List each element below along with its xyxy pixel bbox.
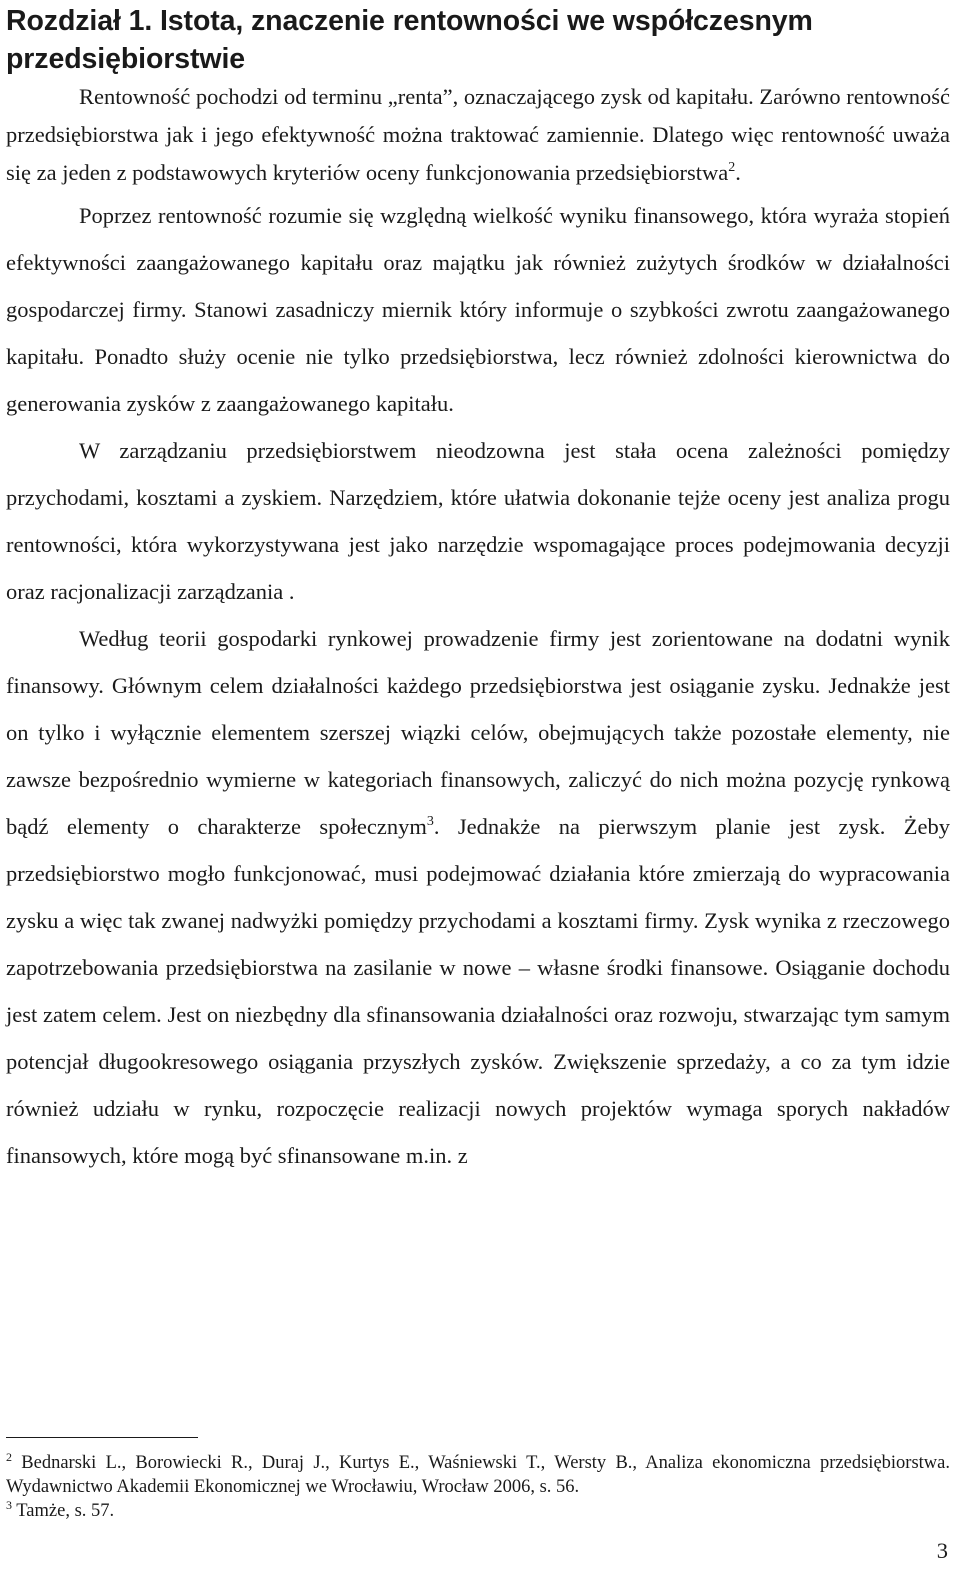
paragraph-1-text: Rentowność pochodzi od terminu „renta”, oznaczającego zysk od kapitału. Zarówno rentowność przedsiębiorstwa jak i jego efektywność można traktować zamiennie. Dlatego więc rentowność uważa się za jeden z podstawowych kryteriów oceny funkcjonowania przedsiębiorstwa <box>6 84 950 185</box>
paragraph-4 <box>6 615 950 1179</box>
footnote-2-mark: 2 <box>6 1450 12 1464</box>
footnote-2-text: Bednarski L., Borowiecki R., Duraj J., Kurtys E., Waśniewski T., Wersty B., Analiza ekonomiczna przedsiębiorstwa. Wydawnictwo Akademii Ekonomicznej we Wrocławiu, Wrocław 2006, s. 56. <box>6 1453 950 1497</box>
document-body <box>6 78 950 1179</box>
footnote-3 <box>6 1499 950 1523</box>
page-number: 3 <box>936 1538 948 1563</box>
paragraph-3: W zarządzaniu przedsiębiorstwem nieodzowna jest stała ocena zależności pomiędzy przychodami, kosztami a zyskiem. Narzędziem, które ułatwia dokonanie tejże oceny jest analiza progu rentowności, która wykorzystywana jest jako narzędzie wspomagające proces podejmowania decyzji oraz racjonalizacji zarządzania . <box>6 438 950 604</box>
chapter-heading: Rozdział 1. Istota, znaczenie rentowności we współczesnym przedsiębiorstwie <box>6 5 813 75</box>
paragraph-1-end: . <box>735 160 741 185</box>
footnote-ref-2[interactable]: 2 <box>728 160 736 175</box>
footnote-ref-3[interactable]: 3 <box>426 814 434 829</box>
footnote-2 <box>6 1451 950 1499</box>
footnote-3-text: Tamże, s. 57. <box>16 1501 115 1521</box>
footnote-separator <box>6 1437 198 1438</box>
footnotes <box>6 1451 950 1523</box>
paragraph-2: Poprzez rentowność rozumie się względną wielkość wyniku finansowego, która wyraża stopień efektywności zaangażowanego kapitału oraz majątku jak również zużytych środków w działalności gospodarczej firmy. Stanowi zasadniczy miernik który informuje o szybkości zwrotu zaangażowanego kapitału. Ponadto służy ocenie nie tylko przedsiębiorstwa, lecz również zdolności kierownictwa do generowania zysków z zaangażowanego kapitału. <box>6 203 950 416</box>
paragraph-1 <box>6 78 950 192</box>
paragraph-4-part-b: . Jednakże na pierwszym planie jest zysk. Żeby przedsiębiorstwo mogło funkcjonować, musi podejmować działania które zmierzają do wypracowania zysku a więc tak zwanej nadwyżki pomiędzy przychodami a kosztami firmy. Zysk wynika z rzeczowego zapotrzebowania przedsiębiorstwa na zasilanie w nowe – własne środki finansowe. Osiąganie dochodu jest zatem celem. Jest on niezbędny dla sfinansowania działalności oraz rozwoju, stwarzając tym samym potencjał długookresowego osiągania przyszłych zysków. Zwiększenie sprzedaży, a co za tym idzie również udziału w rynku, rozpoczęcie realizacji nowych projektów wymaga sporych nakładów finansowych, które mogą być sfinansowane m.in. z <box>6 814 951 1168</box>
document-page <box>6 0 950 1179</box>
footnote-3-mark: 3 <box>6 1498 12 1512</box>
paragraph-4-part-a: Według teorii gospodarki rynkowej prowadzenie firmy jest zorientowane na dodatni wynik finansowy. Głównym celem działalności każdego przedsiębiorstwa jest osiąganie zysku. Jednakże jest on tylko i wyłącznie elementem szerszej wiązki celów, obejmujących także pozostałe elementy, nie zawsze bezpośrednio wymierne w kategoriach finansowych, zaliczyć do nich można pozycję rynkową bądź elementy o charakterze społecznym <box>6 626 950 839</box>
